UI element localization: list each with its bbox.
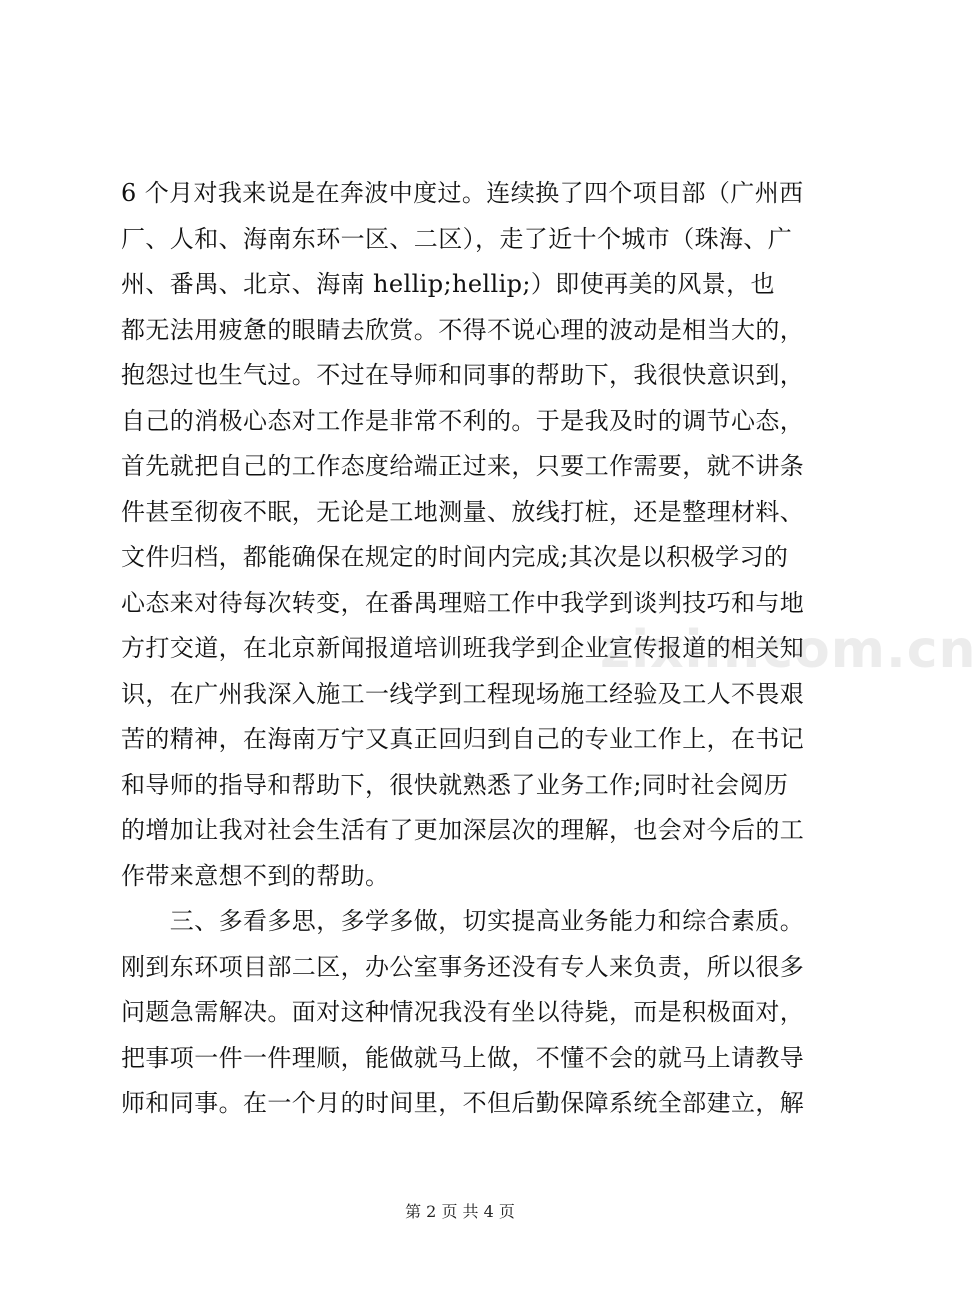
- text-line: 识，在广州我深入施工一线学到工程现场施工经验及工人不畏艰: [121, 679, 805, 708]
- text-line: 厂、人和、海南东环一区、二区），走了近十个城市（珠海、广: [121, 224, 793, 253]
- text-line: 6 个月对我来说是在奔波中度过。连续换了四个项目部（广州西: [121, 179, 804, 207]
- text-line: 刚到东环项目部二区，办公室事务还没有专人来负责，所以很多: [121, 952, 805, 981]
- text-line: 把事项一件一件理顺，能做就马上做，不懂不会的就马上请教导: [121, 1043, 805, 1072]
- text-line: 问题急需解决。面对这种情况我没有坐以待毙，而是积极面对，: [121, 998, 805, 1026]
- page-footer: 第 2 页 共 4 页: [405, 1202, 515, 1221]
- text-line: 首先就把自己的工作态度给端正过来，只要工作需要，就不讲条: [121, 452, 805, 480]
- text-line: 心态来对待每次转变，在番禺理赔工作中我学到谈判技巧和与地: [121, 588, 805, 617]
- text-line: 的增加让我对社会生活有了更加深层次的理解，也会对今后的工: [121, 816, 805, 844]
- text-line: 文件归档，都能确保在规定的时间内完成;其次是以积极学习的: [121, 543, 789, 571]
- text-line: 作带来意想不到的帮助。: [121, 861, 390, 890]
- text-line: 件甚至彻夜不眠，无论是工地测量、放线打桩，还是整理材料、: [121, 497, 805, 526]
- watermark: zixin.com.cn: [600, 620, 977, 680]
- section-heading-line: 三、多看多思，多学多做，切实提高业务能力和综合素质。: [121, 907, 805, 935]
- text-line: 自己的消极心态对工作是非常不利的。于是我及时的调节心态，: [121, 406, 805, 435]
- text-line: 方打交道，在北京新闻报道培训班我学到企业宣传报道的相关知: [121, 634, 805, 662]
- text-line: 州、番禺、北京、海南 hellip;hellip;）即使再美的风景，也: [121, 270, 775, 298]
- body-text: [121, 171, 805, 1127]
- text-line: 都无法用疲惫的眼睛去欣赏。不得不说心理的波动是相当大的，: [121, 315, 805, 344]
- text-line: 和导师的指导和帮助下，很快就熟悉了业务工作;同时社会阅历: [121, 770, 789, 799]
- text-line: 抱怨过也生气过。不过在导师和同事的帮助下，我很快意识到，: [121, 361, 805, 389]
- text-line: 师和同事。在一个月的时间里，不但后勤保障系统全部建立，解: [121, 1089, 805, 1117]
- text-line: 苦的精神，在海南万宁又真正回归到自己的专业工作上，在书记: [121, 725, 805, 753]
